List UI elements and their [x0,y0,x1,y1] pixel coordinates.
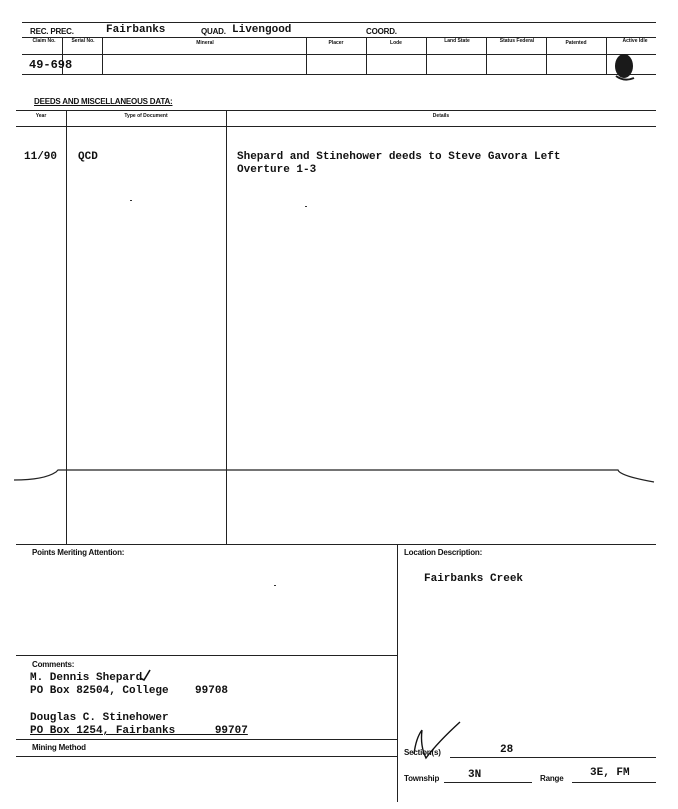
stray-mark [130,200,132,201]
deeds-bottom-rule [16,544,656,545]
comments-label: Comments: [32,660,75,669]
col-claim-no: Claim No. [32,38,56,44]
deed-details-line2: Overture 1-3 [237,164,317,176]
col-divider [102,37,103,74]
section-value: 28 [500,744,514,756]
township-value: 3N [468,769,482,781]
deeds-header-rule [16,126,656,127]
claim-no-value: 49-698 [29,58,73,72]
col-serial-no: Serial No. [71,38,95,44]
col-lode: Lode [390,40,402,46]
hand-drawn-line [14,466,658,488]
township-underline [444,782,532,783]
deed-year: 11/90 [24,151,58,163]
coord-label: COORD. [366,27,397,36]
col-details: Details [432,113,450,119]
col-divider [546,37,547,74]
col-placer: Placer [328,40,344,46]
section-label: Section(s) [404,748,441,757]
ink-mark-icon [612,52,638,82]
col-divider [606,37,607,74]
mining-method-label: Mining Method [32,743,86,752]
header-rule [22,37,656,38]
col-status-federal: Status Federal [499,38,535,44]
column-header-rule [22,54,656,55]
quad-label: QUAD. [201,27,226,36]
col-divider [366,37,367,74]
col-patented: Patented [565,40,587,46]
comment-line-2: PO Box 82504, College 99708 [30,685,229,697]
points-label: Points Meriting Attention: [32,548,125,557]
stray-mark [305,206,307,207]
col-divider [486,37,487,74]
comment-line-4: PO Box 1254, Fairbanks 99707 [30,725,248,737]
mining-method-rule [16,739,397,740]
comment-line-1: M. Dennis Shepard [30,672,143,684]
col-year: Year [35,113,47,119]
rec-prec-label: REC. PREC. [30,27,74,36]
comments-top-rule [16,655,397,656]
deeds-top-rule [16,110,656,111]
section-divider [397,544,398,802]
location-value: Fairbanks Creek [424,573,524,585]
col-type: Type of Document [124,113,168,119]
pen-tick-icon [138,668,152,682]
col-divider [426,37,427,74]
range-label: Range [540,774,564,783]
deed-details-line1: Shepard and Stinehower deeds to Steve Gavora Left [237,151,561,163]
location-label: Location Description: [404,548,483,557]
mining-method-bottom-rule [16,756,397,757]
range-underline [572,782,656,783]
comment-line-3: Douglas C. Stinehower [30,712,169,724]
range-value: 3E, FM [590,767,630,779]
township-label: Township [404,774,440,783]
col-land-state: Land State [444,38,470,44]
quad-value: Livengood [232,24,292,36]
claim-row-bottom-rule [22,74,656,75]
section-underline [450,757,656,758]
deeds-section-title: DEEDS AND MISCELLANEOUS DATA: [34,97,173,106]
col-active-idle: Active Idle [622,38,648,44]
rec-prec-value: Fairbanks [106,24,166,36]
col-divider [306,37,307,74]
stray-mark [274,585,276,586]
top-rule [22,22,656,23]
col-mineral: Mineral [196,40,214,46]
deed-type: QCD [78,151,98,163]
